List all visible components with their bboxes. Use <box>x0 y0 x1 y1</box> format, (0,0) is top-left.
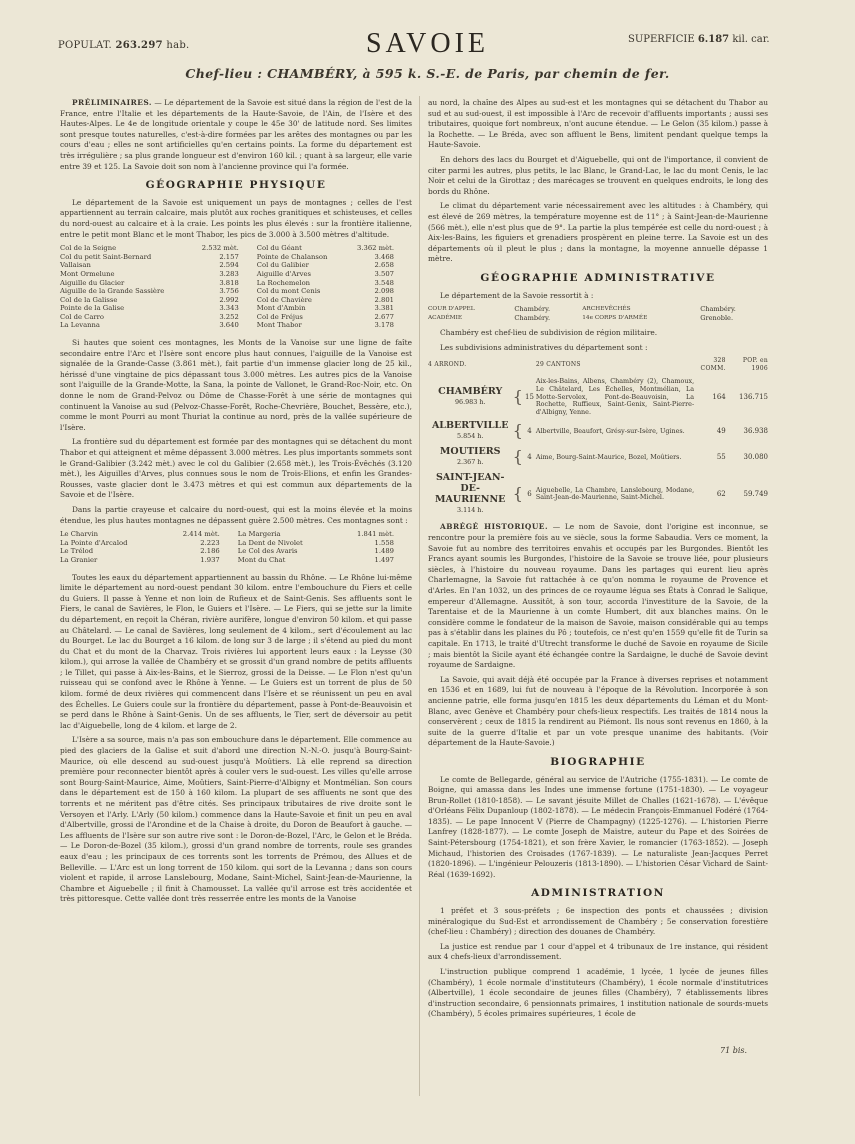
peak-row-name-left: Vallaisan <box>60 261 91 270</box>
arrondissement-total-population: 59.749 <box>743 490 768 499</box>
arrondissement-total-population: 36.938 <box>743 427 768 436</box>
peak-row <box>60 279 412 288</box>
abrege-paragraph-1 <box>428 522 768 670</box>
peak-row-altitude-right: 3.381 <box>374 304 394 313</box>
commune-count: 55 <box>716 453 726 462</box>
geo-phys-paragraph-1: Le département de la Savoie est uniquement un pays de montagnes ; celles de l'est appartiennent au terrain calcaire, mais plutôt aux roches granitiques et schisteuses, et celles du nord-ouest au calcaire et à la craie. Les points les plus élevés : sur la frontière italienne, entre le petit mont Blanc et le mont Thabor, les pics de 3.000 à 3.500 mètres d'altitude. <box>60 197 412 239</box>
peak-row-altitude-right: 3.507 <box>374 269 394 278</box>
peak-row-name-left: Col de la Seigne <box>60 244 117 253</box>
jurisdiction-cell: Chambéry. <box>514 313 551 322</box>
left-column <box>60 98 412 909</box>
brace-glyph: { <box>512 387 523 407</box>
peak-row-name-left: Col de Carro <box>60 312 105 321</box>
peak-row-altitude-left: 2.594 <box>219 261 239 270</box>
geo-phys-paragraph-4: Dans la partie crayeuse et calcaire du nord-ouest, qui est la moins élevée et la moins étendue, les plus hautes montagnes ne dépassent guère 2.500 mètres. Ces montagnes sont : <box>60 504 412 525</box>
arrondissement-row <box>428 376 768 418</box>
peak-row-name-right: Pointe de Chalanson <box>256 252 328 261</box>
abrege-lead: ABRÉGÉ HISTORIQUE. <box>440 522 549 532</box>
page-number: 71 bis. <box>720 1046 748 1055</box>
peak-row-name-right: Mont d'Ambin <box>256 304 306 313</box>
arrondissement-row <box>428 470 768 518</box>
peak-row-altitude-right: 2.677 <box>374 312 394 321</box>
peak-row-altitude-right: 2.658 <box>374 261 394 270</box>
preliminaires-paragraph <box>60 98 412 172</box>
mountain-row-altitude-right: 1.497 <box>374 555 394 564</box>
continued-paragraph-2: En dehors des lacs du Bourget et d'Aiguebelle, qui ont de l'importance, il convient de citer parmi les autres, plus petits, le lac Blanc, le Grand-Lac, le lac du mont Cenis, le lac Noir et celui de la Girottaz ; des marécages se trouvent en quelques endroits, le long des bords du Rhône. <box>428 154 768 196</box>
administration-paragraph-2: La justice est rendue par 1 cour d'appel et 4 tribunaux de 1re instance, qui résident aux 4 chefs-lieux d'arrondissement. <box>428 941 768 962</box>
peak-row <box>60 296 412 305</box>
mountain-row-name-left: Le Trélod <box>60 547 94 556</box>
arrondissement-total-population: 30.080 <box>743 453 768 462</box>
jurisdiction-cell: ACADÉMIE <box>428 314 463 321</box>
mountain-row-altitude-left: 1.937 <box>200 555 220 564</box>
arrondissement-population: 2.367 h. <box>456 458 484 467</box>
peak-row <box>60 261 412 270</box>
abrege-text-1: — Le nom de Savoie, dont l'origine est inconnue, se rencontre pour la première fois au ve siècle, sous la forme Sabaudia. Vers ce moment, la Savoie fut au nombre des territoires envahis et occupés par les Burgondes. Bientôt les Francs ayant soumis les Burgondes, l'histoire de la Savoie se trouve liée, pour plusieurs siècles, à l'histoire du nouveau royaume. Dans les partages qui eurent lieu après Charlemagne, la Savoie fut rattachée à ce qu'on nomma le royaume de Provence et d'Arles. En l'an 1032, un des princes de ce royaume légua ses États à Conrad le Salique, empereur d'Allemagne. Aussitôt, à son tour, accorda l'investiture de la Savoie, de la Tarentaise et de la Maurienne à un comte Humbert, dit aux blanches mains. On le considère comme le fondateur de la maison de Savoie, maison considérable qui au temps pas à s'établir dans les plaines du Pô ; toutefois, ce n'est qu'en 1559 qu'elle fit de Turin sa capitale. En 1713, le traité d'Utrecht transforme le duché de Savoie en royaume de Sicile ; mais bientôt la Sicile ayant été échangée contre la Sardaigne, le duché de Savoie devint royaume de Sardaigne. <box>428 522 769 670</box>
peak-row-altitude-right: 3.178 <box>374 321 394 330</box>
brace-glyph: { <box>512 421 523 441</box>
header-population: POP. en 1906 <box>742 357 768 373</box>
mountain-row <box>60 539 412 548</box>
arrondissement-name: MOUTIERS <box>439 446 501 458</box>
peak-row-altitude-right: 2.098 <box>374 287 394 296</box>
jurisdiction-cell: ARCHEVÊCHÉS <box>582 306 631 313</box>
peak-row <box>60 270 412 279</box>
peak-row <box>60 304 412 313</box>
mountain-row <box>60 556 412 565</box>
peak-row-altitude-left: 3.640 <box>219 321 239 330</box>
continued-paragraph-1: au nord, la chaîne des Alpes au sud-est et les montagnes qui se détachent du Thabor au sud et au sud-ouest, il est impossible à l'Arc de recevoir d'affluents importants ; aussi ses tributaires, quoique fort nombreux, n'ont aucune étendue. — Le Gelon (35 kilom.) passe à la Rochette. — Le Bréda, avec son affluent le Bens, limitent pendant quelque temps la Haute-Savoie. <box>428 98 768 150</box>
jurisdiction-cell: Chambéry. <box>514 305 551 314</box>
population-value: 263.297 <box>115 40 163 51</box>
arrondissement-total-population: 136.715 <box>739 393 768 402</box>
peak-row <box>60 313 412 322</box>
administration-paragraph-1: 1 préfet et 3 sous-préfets ; 6e inspection des ponts et chaussées ; division minéralogique du Sud-Est et arrondissement de Chambéry ; 5e conservation forestière (chef-lieu : Chambéry) ; direction des douanes de Chambéry. <box>428 906 768 937</box>
commune-count: 164 <box>712 393 726 402</box>
canton-count: 15 <box>525 393 534 402</box>
header-cantons: 29 CANTONS <box>535 361 581 369</box>
arrondissement-name: ALBERTVILLE <box>431 420 509 432</box>
peak-row <box>60 321 412 330</box>
canton-list: Aix-les-Bains, Albens, Chambéry (2), Chamoux, Le Châtelard, Les Échelles, Montmélian, La Motte-Servolex, Pont-de-Beauvoisin, La Rochette, Ruffieux, Saint-Genix, Saint-Pierre-d'Albigny, Yenne. <box>535 377 695 416</box>
commune-count: 49 <box>716 427 726 436</box>
mountain-row-name-left: La Granier <box>60 555 98 564</box>
peak-row-altitude-right: 3.362 mèt. <box>357 244 394 253</box>
peak-row-altitude-left: 2.157 <box>219 252 239 261</box>
peak-row-name-right: Aiguille d'Arves <box>256 269 312 278</box>
peak-row-name-right: La Rochemelon <box>256 278 311 287</box>
abrege-paragraph-2: La Savoie, qui avait déjà été occupée par la France à diverses reprises et notamment en 1536 et en 1689, lui fut de nouveau à l'époque de la Révolution. Incorporée à son ancienne patrie, elle forma jusqu'en 1815 les deux départements du Léman et du Mont-Blanc, avec Genève et Chambéry pour chefs-lieux respectifs. Les traités de 1814 nous la conservèrent ; ceux de 1815 la rendirent au Piémont. Ils nous sont revenus en 1860, à la suite de la guerre d'Italie et par un vote presque unanime des habitants. (Voir département de la Haute-Savoie.) <box>428 674 768 748</box>
peak-row-name-left: Col de la Galisse <box>60 295 118 304</box>
mountain-row-name-right: Mont du Chat <box>237 555 286 564</box>
geographie-physique-heading: GÉOGRAPHIE PHYSIQUE <box>145 179 327 192</box>
peak-row-name-left: Col du petit Saint-Bernard <box>60 252 152 261</box>
mountain-row-name-right: La Dent de Nivolet <box>237 538 303 547</box>
peak-row-name-right: Col du Galibier <box>256 261 309 270</box>
canton-count: 6 <box>527 490 532 499</box>
mountain-row-name-right: Le Col des Avaris <box>237 547 298 556</box>
peak-row-name-left: Aiguille du Glacier <box>60 278 125 287</box>
peak-row-name-right: Col de Fréjus <box>256 312 303 321</box>
peak-row-altitude-right: 2.801 <box>374 295 394 304</box>
right-column <box>428 98 768 1024</box>
peak-row-altitude-left: 3.756 <box>219 287 239 296</box>
arrondissement-cell <box>428 444 512 470</box>
mountain-row-altitude-left: 2.223 <box>200 538 220 547</box>
preliminaires-lead: PRÉLIMINAIRES. <box>72 98 152 107</box>
arrondissement-row <box>428 444 768 470</box>
arrondissement-row <box>428 418 768 444</box>
mountain-row-altitude-left: 2.186 <box>200 547 220 556</box>
jurisdiction-row <box>428 314 768 323</box>
peak-row-altitude-right: 3.468 <box>374 252 394 261</box>
administration-paragraph-3: L'instruction publique comprend 1 académie, 1 lycée, 1 lycée de jeunes filles (Chambéry), 1 école normale d'instituteurs (Chambéry), 1 école normale d'institutrices (Albertville), 1 école secondaire de jeunes filles (Chambéry), 7 établissements libres d'instruction secondaire, 6 pensionnats primaires, 1 institution nationale de sourds-muets (Chambéry), 5 écoles primaires supérieures, 1 école de <box>428 967 768 1019</box>
peak-row-name-left: Aiguille de la Grande Sassière <box>60 287 165 296</box>
mountain-row-altitude-left: 2.414 mèt. <box>182 530 220 539</box>
header-communes: 328 COMM. <box>700 357 726 373</box>
arrondissement-cell <box>428 418 512 444</box>
peak-row-name-right: Col du Géant <box>256 244 302 253</box>
header-arrond: 4 ARROND. <box>428 361 467 369</box>
subdivisions-intro: Les subdivisions administratives du département sont : <box>440 342 648 352</box>
canton-count: 4 <box>527 453 532 462</box>
peak-row <box>60 287 412 296</box>
superficie-value: 6.187 <box>697 34 730 45</box>
jurisdiction-cell: 14e CORPS D'ARMÉE <box>582 314 648 321</box>
jurisdiction-cell: Chambéry. <box>700 305 736 314</box>
jurisdiction-cell: COUR D'APPEL <box>428 306 475 313</box>
canton-list: Aime, Bourg-Saint-Maurice, Bozel, Moûtiers. <box>535 452 682 461</box>
page-title: SAVOIE <box>365 28 490 59</box>
geo-phys-paragraph-2: Si hautes que soient ces montagnes, les Monts de la Vanoise sur une ligne de faîte secondaire entre l'Arc et l'Isère sont encore plus haut connues, l'aiguille de la Vanoise est signalée de la Grande-Casse (3.861 mèt.), fait partie d'un immense glacier long de 25 kil., hérissé d'une vingtaine de pics dépassant tous 3.000 mètres. Les autres pics de la Vanoise sont l'aiguille de la Grande-Motte, la Sana, la pointe de Vallonet, le Grand-Roc-Noir, etc. On donne le nom de Grand-Pelvoz ou Dôme de Chasse-Forêt à une série de montagnes qui continuent la Vanoise au sud (Pelvoz-Chasse-Forêt, Roche-Chevrière, Bouchet, Bessère, etc.), comme le mont Pourri au mont Thuriat la continue au nord, près de la vallée supérieure de l'Isère. <box>60 338 412 432</box>
mountain-row-altitude-right: 1.558 <box>374 538 394 547</box>
peak-row-altitude-left: 3.818 <box>219 278 239 287</box>
canton-count: 4 <box>527 427 532 436</box>
peak-row-name-left: La Levanna <box>60 321 100 330</box>
superficie-header <box>628 34 770 45</box>
hydrography-paragraph-2: L'Isère a sa source, mais n'a pas son embouchure dans le département. Elle commence au pied des glaciers de la Galise et suit d'abord une direction N.-N.-O. jusqu'à Bourg-Saint-Maurice, où elle descend au sud-ouest jusqu'à Moûtiers. Là elle reprend sa direction première pour reconnecter bientôt après à couler vers le sud-ouest. Les villes qu'elle arrose sont Bourg-Saint-Maurice, Aime, Moûtiers, Saint-Pierre-d'Albigny et Montmélian. Son cours dans le département est de 150 à 160 kilom. La plupart de ses affluents ne sont que des torrents et ne méritent pas d'être cités. Ses principaux tributaires de rive droite sont le Versoyen et l'Arly. L'Arly (50 kilom.) commence dans la Haute-Savoie et finit un peu en aval d'Albertville, grossi de l'Arondine et de la Chaise à droite, du Doron de Beaufort à gauche. — Les affluents de l'Isère sur son autre rive sont : le Doron-de-Bozel, l'Arc, le Gelon et le Bréda. — Le Doron-de-Bozel (35 kilom.), grossi d'un grand nombre de torrents, roule ses grandes eaux d'eau ; les principaux de ces torrents sont les torrents de Prémou, des Allues et de Belleville. — L'Arc est un long torrent de 150 kilom. qui sort de la Levanna ; dans son cours violent et rapide, il arrose Lanslebourg, Modane, Saint-Michel, Saint-Jean-de-Maurienne, la Chambre et Aiguebelle ; il finit à Chamousset. La vallée qu'il arrose est très accidentée et très pittoresque. Cette vallée dont très resserrée entre les monts de la Vanoise <box>60 735 412 904</box>
chef-lieu-line: Chef-lieu : CHAMBÉRY, à 595 k. S.-E. de Paris, par chemin de fer. <box>185 66 670 81</box>
column-divider <box>419 96 420 1096</box>
arrondissement-name: CHAMBÉRY <box>438 386 503 398</box>
arrondissement-cell <box>428 376 512 418</box>
hydrography-paragraph-1: Toutes les eaux du département appartiennent au bassin du Rhône. — Le Rhône lui-même limite le département au nord-ouest pendant 30 kilom. entre l'embouchure du Fiers et celle du Guiers. Il passe à Yenne et non loin de Rufieux et de Saint-Genis. Ses affluents sont le Fiers, le canal de Savières, le Flon, le Guiers et l'Isère. — Le Fiers, qui se jette sur la limite du département, en reçoit la Chéran, rivière aurifère, longue d'environ 50 kilom. et qui passe au Châtelard. — Le canal de Savières, long seulement de 4 kilom., sert d'écoulement au lac du Bourget. Le lac du Bourget a 16 kilom. de long sur 3 de large ; il s'étend au pied du mont du Chat et du mont de la Charvaz. Trois rivières lui apportent leurs eaux : la Leysse (30 kilom.), qui arrose la vallée de Chambéry et se grossit d'un grand nombre de petits affluents ; le Tillet, qui passe à Aix-les-Bains, et le Sierroz, grossi de la Deisse. — Le Flon n'est qu'un ruisseau qui se confond avec le Rhône à Yenne. — Le Guiers est un torrent de plus de 50 kilom. formé de deux rivières qui commencent dans l'Isère et se réunissent un peu en aval des Échelles. Le Guiers coule sur la frontière du département, passe à Pont-de-Beauvoisin et se perd dans le Rhône à Saint-Genis. Un de ses affluents, le Tier, sert de déversoir au petit lac d'Aiguebelle, long de 4 kilom. et large de 2. <box>60 572 412 730</box>
peak-row-name-right: Mont Thabor <box>256 321 302 330</box>
jurisdiction-table <box>428 305 768 322</box>
mountain-row-name-right: La Margeria <box>237 530 281 539</box>
superficie-label: SUPERFICIE <box>628 34 695 45</box>
biographie-heading: BIOGRAPHIE <box>550 755 646 768</box>
commune-count: 62 <box>716 490 726 499</box>
mountain-row-name-left: Le Charvin <box>60 530 98 539</box>
peak-row <box>60 244 412 253</box>
arrondissements-table <box>428 357 768 518</box>
peak-row <box>60 253 412 262</box>
arrondissement-cell <box>428 470 512 518</box>
peaks-table <box>60 244 412 330</box>
arrondissement-population: 5.854 h. <box>456 432 484 441</box>
population-unit: hab. <box>166 40 190 51</box>
peak-row-name-right: Col de Chavière <box>256 295 312 304</box>
mountain-row-name-left: La Pointe d'Arcalod <box>60 538 128 547</box>
arrondissement-name: SAINT-JEAN-DE-MAURIENNE <box>435 472 506 506</box>
arrondissement-population: 3.114 h. <box>456 506 484 515</box>
population-label: POPULAT. <box>58 40 113 51</box>
jurisdiction-row <box>428 305 768 314</box>
peak-row-altitude-left: 3.283 <box>219 269 239 278</box>
mountain-row-altitude-right: 1.841 mèt. <box>357 530 394 539</box>
mountain-row-altitude-right: 1.489 <box>374 547 394 556</box>
peak-row-name-right: Col du mont Cenis <box>256 287 321 296</box>
peak-row-altitude-right: 3.548 <box>374 278 394 287</box>
military-subdivision-text: Chambéry est chef-lieu de subdivision de région militaire. <box>440 328 658 338</box>
mountain-row <box>60 530 412 539</box>
administration-heading: ADMINISTRATION <box>531 887 665 900</box>
superficie-unit: kil. car. <box>732 34 770 45</box>
preliminaires-text: — Le département de la Savoie est situé dans la région de l'est de la France, entre l'Italie et les départements de la Haute-Savoie, de l'Ain, de l'Isère et des Hautes-Alpes. Le 4e de longitude orientale y coupe le 45e 30' de latitude nord. Ses limites sont presque toutes naturelles, c'est-à-dire formées par les arêtes des montagnes ou par les cours d'eau ; elles ne sont artificielles qu'en certains points. La forme du département est très irrégulière ; sa plus grande longueur est d'environ 160 kil. ; quant à sa largeur, elle varie entre 39 et 125. La Savoie doit son nom à l'ancienne province qui l'a formée. <box>60 98 412 171</box>
peak-row-altitude-left: 3.343 <box>219 304 239 313</box>
mountains-table <box>60 530 412 564</box>
peak-row-altitude-left: 3.252 <box>219 312 239 321</box>
administrative-intro: Le département de la Savoie ressortit à : <box>440 290 594 300</box>
brace-glyph: { <box>512 447 523 467</box>
biographie-paragraph: Le comte de Bellegarde, général au service de l'Autriche (1755-1831). — Le comte de Boigne, qui amassa dans les Indes une immense fortune (1751-1830). — Le voyageur Brun-Rollet (1810-1858). — Le savant jésuite Millet de Challes (1621-1678). — L'évêque d'Orléans Félix Dupanloup (1802-1878). — Le médecin François-Emmanuel Fodéré (1764-1835). — Le pape Innocent V (Pierre de Champagny) (1225-1276). — L'historien Pierre Lanfrey (1828-1877). — Le comte Joseph de Maistre, auteur du Pape et des Soirées de Saint-Pétersbourg (1754-1821), et son frère Xavier, le romancier (1763-1852). — Joseph Michaud, l'historien des Croisades (1767-1839). — Le naturaliste Jean-Jacques Perret (1820-1896). — L'ingénieur Pelouzeris (1813-1890). — L'historien César Vichard de Saint-Réal (1639-1692). <box>428 774 768 879</box>
canton-list: Albertville, Beaufort, Grésy-sur-Isère, Ugines. <box>535 426 685 435</box>
geographie-administrative-heading: GÉOGRAPHIE ADMINISTRATIVE <box>480 271 716 284</box>
peak-row-name-left: Pointe de la Galise <box>60 304 125 313</box>
peak-row-altitude-left: 2.992 <box>219 295 239 304</box>
peak-row-name-left: Mont Ormelune <box>60 269 115 278</box>
arrondissement-population: 96.983 h. <box>454 398 486 407</box>
canton-list: Aiguebelle, La Chambre, Lanslebourg, Modane, Saint-Jean-de-Maurienne, Saint-Michel. <box>535 485 695 502</box>
brace-glyph: { <box>512 484 523 504</box>
jurisdiction-cell: Grenoble. <box>700 313 734 322</box>
climate-paragraph: Le climat du département varie nécessairement avec les altitudes : à Chambéry, qui est élevé de 269 mètres, la température moyenne est de 11° ; à Saint-Jean-de-Maurienne (566 mèt.), elle n'est plus que de 9°. La partie la plus tempérée est celle du nord-ouest ; à Aix-les-Bains, les figuiers et grenadiers prospèrent en pleine terre. La Savoie est un des départements où il pleut le plus ; dans la montagne, la moyenne annuelle dépasse 1 mètre. <box>428 201 768 264</box>
peak-row-altitude-left: 2.532 mèt. <box>201 244 239 253</box>
mountain-row <box>60 547 412 556</box>
geo-phys-paragraph-3: La frontière sud du département est formée par des montagnes qui se détachent du mont Thabor et qui atteignent et même dépassent 3.000 mètres. Les plus importants sommets sont le Grand-Galibier (3.242 mèt.) avec le col du Galibier (2.658 mèt.), les Trois-Évêchés (3.120 mèt.), les Aiguilles d'Arves, plus connues sous le nom de Trois-Elions, et enfin les Grandes-Rousses, vaste glacier dont le 3.473 mètres et qui est commun aux départements de la Savoie et de l'Isère. <box>60 437 412 500</box>
